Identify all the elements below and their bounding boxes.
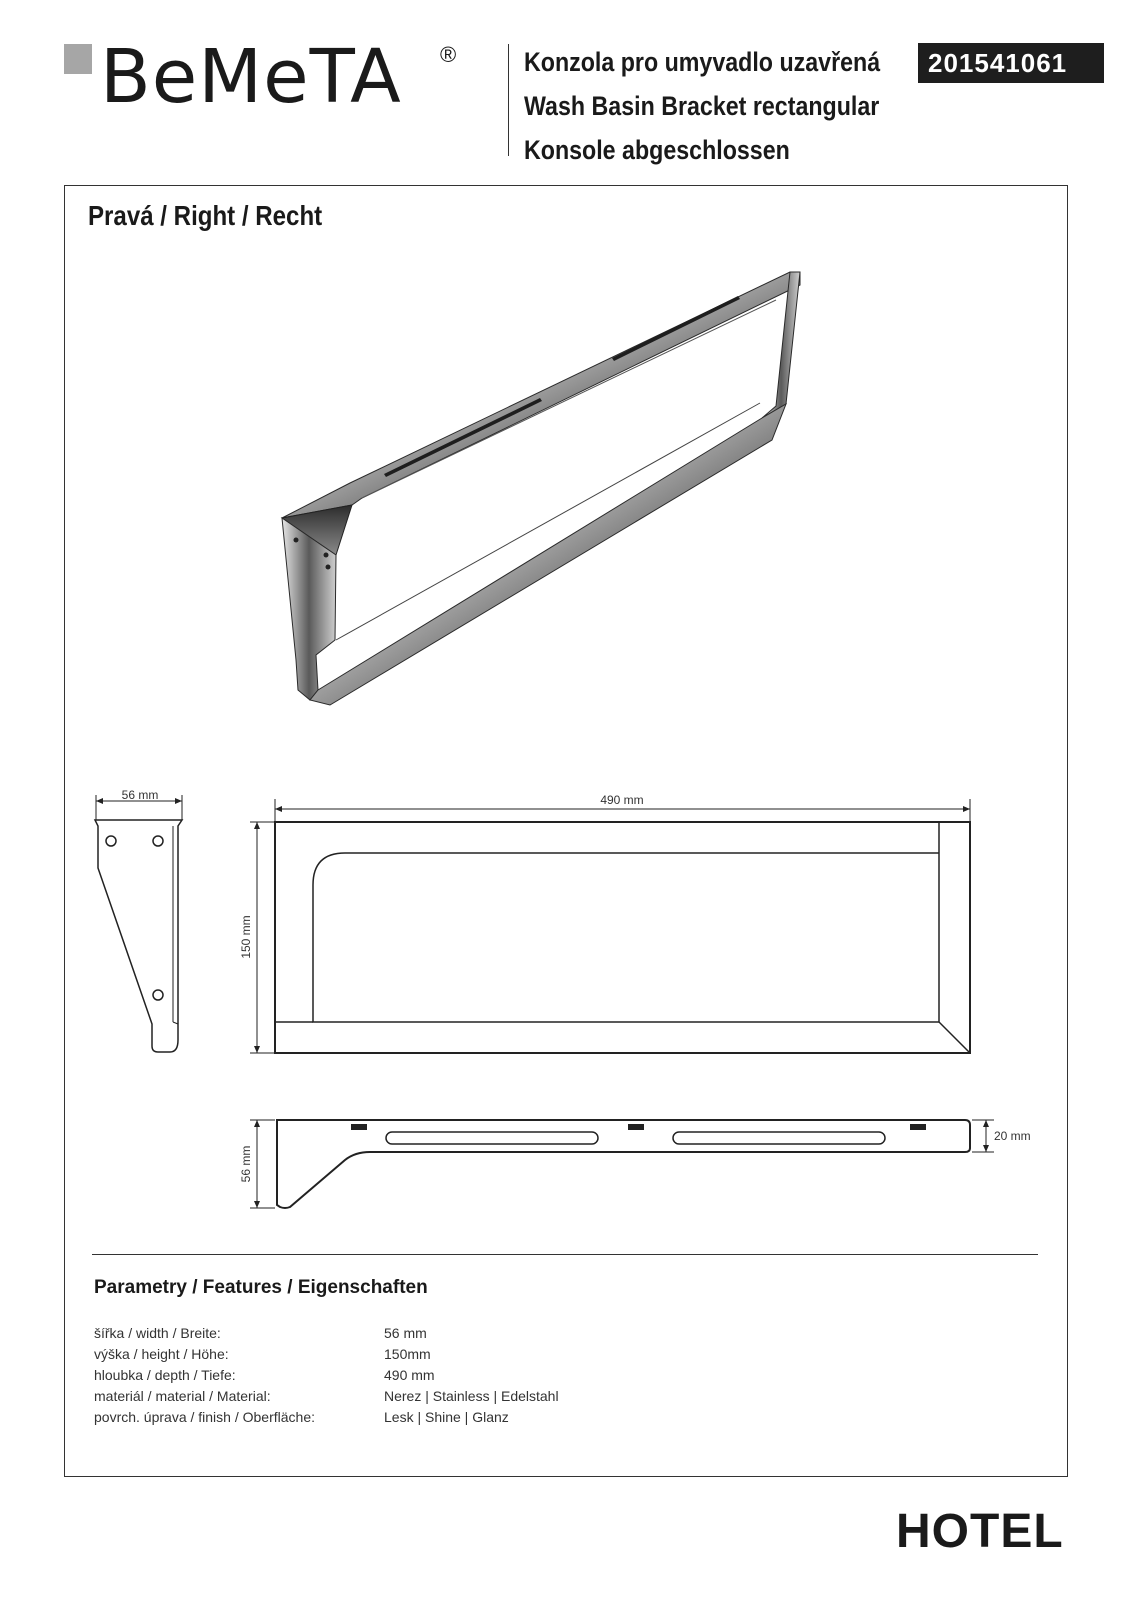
label-top-depth: 56 mm <box>239 1145 253 1183</box>
top-slot-1 <box>386 1132 598 1144</box>
spec-value: Lesk | Shine | Glanz <box>384 1409 509 1425</box>
registered-mark: ® <box>440 42 457 67</box>
spec-value: Nerez | Stainless | Edelstahl <box>384 1388 559 1404</box>
dim-arrow-left <box>96 798 103 804</box>
label-front-width: 490 mm <box>600 793 644 807</box>
render-bottom-bar <box>310 404 786 705</box>
top-slot-2 <box>673 1132 885 1144</box>
render-screw-hole <box>324 553 329 558</box>
front-outer-frame <box>275 822 970 1053</box>
side-profile <box>95 820 182 1052</box>
top-view <box>250 1120 994 1208</box>
front-inner-opening <box>313 853 939 1022</box>
render-top-bar <box>282 272 800 518</box>
product-code-badge: 201541061 <box>918 43 1104 83</box>
section-divider <box>92 1254 1038 1255</box>
side-hole-3 <box>153 990 163 1000</box>
side-hole-2 <box>153 836 163 846</box>
product-render <box>282 272 800 705</box>
label-top-thickness: 20 mm <box>994 1129 1031 1143</box>
render-screw-hole <box>294 538 299 543</box>
front-right-bevel <box>939 822 970 1053</box>
spec-value: 150mm <box>384 1346 431 1362</box>
spec-label: výška / height / Höhe: <box>94 1346 229 1362</box>
spec-value: 490 mm <box>384 1367 435 1383</box>
dim-arrow-right <box>175 798 182 804</box>
spec-label: šířka / width / Breite: <box>94 1325 221 1341</box>
label-front-height: 150 mm <box>239 915 253 959</box>
spec-value: 56 mm <box>384 1325 427 1341</box>
brand-name: BeMeTA <box>100 34 402 120</box>
spec-label: materiál / material / Material: <box>94 1388 271 1404</box>
title-english: Wash Basin Bracket rectangular <box>524 91 880 121</box>
render-slot-left <box>384 398 542 477</box>
render-slot-right <box>612 296 740 361</box>
front-view <box>250 799 970 1053</box>
spec-label: povrch. úprava / finish / Oberfläche: <box>94 1409 315 1425</box>
collection-name: HOTEL <box>896 1505 1064 1558</box>
spec-label: hloubka / depth / Tiefe: <box>94 1367 236 1383</box>
top-marker-3 <box>910 1124 926 1130</box>
label-side-width: 56 mm <box>121 788 159 802</box>
title-czech: Konzola pro umyvadlo uzavřená <box>524 47 881 77</box>
side-view <box>95 795 182 1052</box>
top-profile <box>277 1120 970 1208</box>
side-hole-1 <box>106 836 116 846</box>
top-marker-1 <box>351 1124 367 1130</box>
title-german: Konsole abgeschlossen <box>524 135 790 165</box>
variant-title: Pravá / Right / Recht <box>88 200 323 231</box>
render-screw-hole <box>326 565 331 570</box>
features-heading: Parametry / Features / Eigenschaften <box>94 1277 428 1298</box>
top-marker-2 <box>628 1124 644 1130</box>
